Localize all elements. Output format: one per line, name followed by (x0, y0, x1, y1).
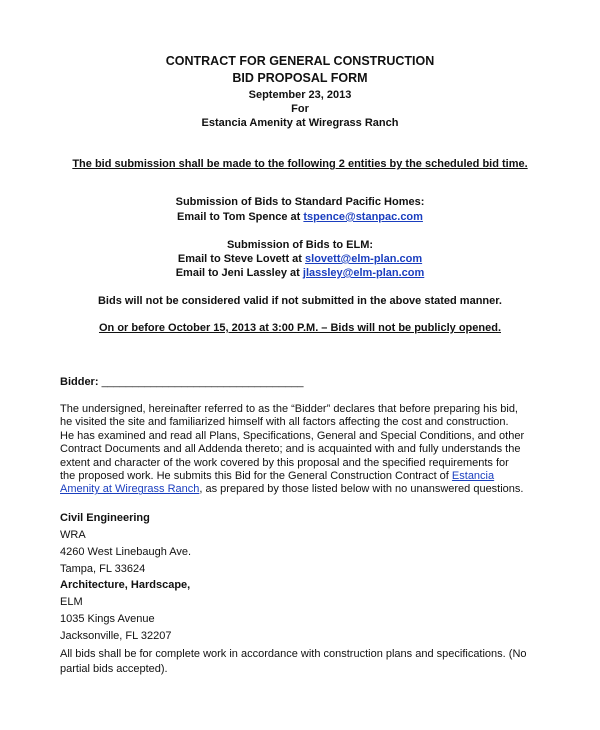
project-link-part1[interactable]: Estancia (451, 470, 495, 483)
standard-pacific-email-line (0, 210, 600, 224)
standard-pacific-heading: Submission of Bids to Standard Pacific Homes: (175, 196, 425, 208)
document-title-line1: CONTRACT FOR GENERAL CONSTRUCTION (165, 54, 435, 68)
document-date: September 23, 2013 (248, 89, 352, 101)
body-line: Contract Documents and all Addenda thereto; and is acquainted with and fully understands the (60, 443, 521, 456)
architecture-address: 1035 Kings Avenue (60, 613, 155, 625)
civil-company: WRA (60, 529, 86, 541)
bidder-line (60, 375, 540, 389)
closing-line: All bids shall be for complete work in accordance with construction plans and specifications. (No (60, 648, 527, 660)
body-line: he visited the site and familiarized himself with all factors affecting the cost and construction. (60, 416, 509, 429)
closing-line: partial bids accepted). (60, 663, 168, 676)
document-title-line2: BID PROPOSAL FORM (232, 71, 368, 85)
body-line: Amenity at Wiregrass Ranch, as prepared by those listed below with no unanswered questions. (60, 483, 524, 496)
body-line: He has examined and read all Plans, Specifications, General and Special Conditions, and other (60, 429, 525, 442)
tom-spence-email-link[interactable]: tspence@stanpac.com (303, 211, 423, 223)
architecture-company: ELM (60, 596, 83, 608)
architecture-block (60, 578, 540, 643)
bidder-label: Bidder: (60, 376, 99, 388)
jeni-lassley-email-link[interactable]: jlassley@elm-plan.com (302, 267, 425, 279)
body-line: The undersigned, hereinafter referred to as the “Bidder” declares that before preparing his bid, (60, 403, 518, 415)
email-label: Email to Tom Spence at (177, 211, 301, 223)
bidder-blank[interactable]: _________________________________ (101, 376, 304, 388)
body-paragraph (60, 403, 540, 497)
elm-contact1-line (0, 252, 600, 266)
for-label: For (291, 103, 309, 115)
body-line: extent and character of the work covered by this proposal and the specified requirements for (60, 456, 509, 469)
elm-contact2-line (0, 266, 600, 280)
project-link-part2[interactable]: Amenity at Wiregrass Ranch (60, 483, 200, 496)
architecture-heading: Architecture, Hardscape, (60, 579, 191, 591)
submission-notice: The bid submission shall be made to the following 2 entities by the scheduled bid time. (72, 158, 528, 170)
civil-engineering-block (60, 511, 540, 576)
deadline-notice: On or before October 15, 2013 at 3:00 P.M. – Bids will not be publicly opened. (98, 322, 501, 334)
steve-lovett-email-link[interactable]: slovett@elm-plan.com (305, 253, 423, 265)
civil-heading: Civil Engineering (60, 512, 150, 524)
body-line: the proposed work. He submits this Bid for the General Construction Contract of Estancia (60, 470, 495, 483)
architecture-city: Jacksonville, FL 32207 (60, 630, 172, 642)
validity-notice: Bids will not be considered valid if not submitted in the above stated manner. (97, 295, 502, 307)
civil-city: Tampa, FL 33624 (60, 563, 146, 575)
email-label: Email to Jeni Lassley at (175, 267, 300, 279)
elm-heading: Submission of Bids to ELM: (226, 239, 374, 251)
email-label: Email to Steve Lovett at (177, 253, 302, 265)
project-name: Estancia Amenity at Wiregrass Ranch (201, 117, 399, 129)
closing-paragraph (60, 648, 540, 677)
civil-address: 4260 West Linebaugh Ave. (60, 546, 192, 558)
